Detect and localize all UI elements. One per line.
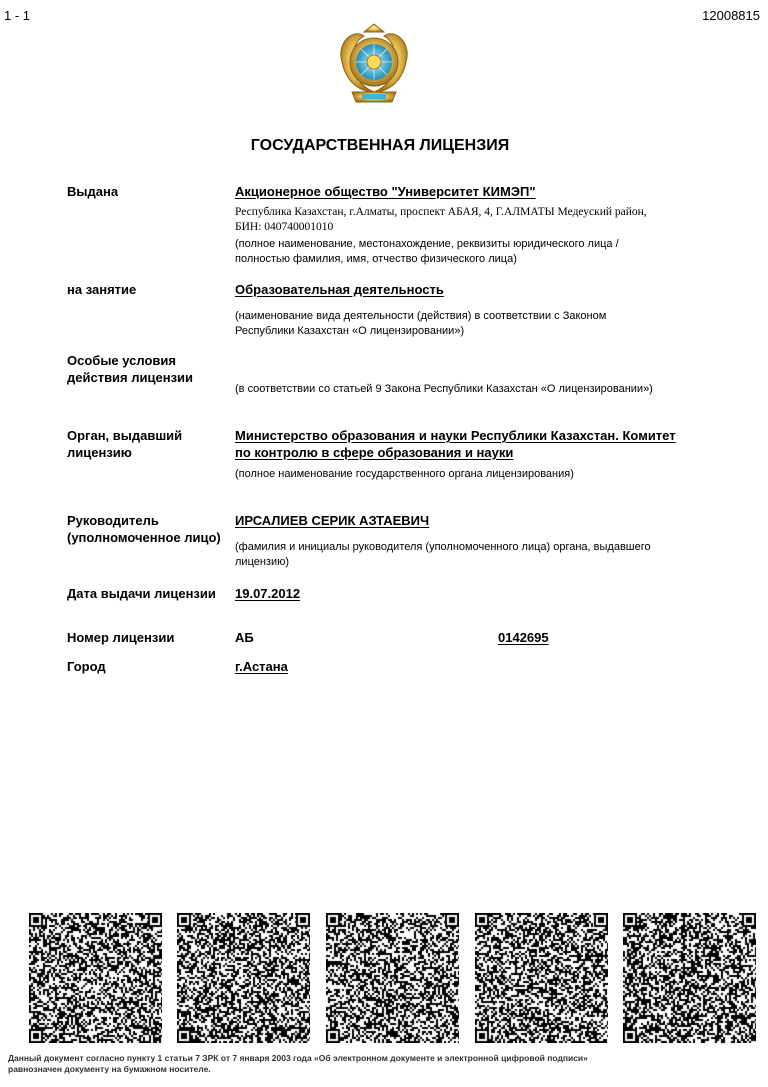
issue-date-value: 19.07.2012 (235, 586, 301, 601)
license-series: АБ (235, 630, 254, 645)
issuer-label: Орган, выдавший лицензию (67, 428, 183, 460)
page-indicator: 1 - 1 (4, 8, 31, 23)
head-label: Руководитель (уполномоченное лицо) (67, 513, 221, 545)
legal-footer: Данный документ согласно пункту 1 статьи 7 ЗРК от 7 января 2003 года «Об электронном документе и электронной цифровой подписи» равнозначен документу на бумажном носителе. (8, 1053, 588, 1074)
city-label: Город (67, 659, 106, 674)
document-title: ГОСУДАРСТВЕННАЯ ЛИЦЕНЗИЯ (250, 137, 510, 154)
activity-note: (наименование вида деятельности (действия) в соответствии с Законом Республики Казахстан «О лицензировании») (235, 310, 607, 337)
issue-date-label: Дата выдачи лицензии (67, 586, 216, 601)
issued-to-note: (полное наименование, местонахождение, реквизиты юридического лица / полностью фамилия, имя, отчество физического лица) (235, 238, 619, 265)
head-note: (фамилия и инициалы руководителя (уполномоченного лица) органа, выдавшего лицензию) (235, 541, 651, 568)
activity-value: Образовательная деятельность (235, 282, 444, 297)
license-number-label: Номер лицензии (67, 630, 175, 645)
city-value: г.Астана (235, 659, 288, 674)
qr-code (29, 913, 162, 1043)
special-conditions-label: Особые условия действия лицензии (67, 353, 194, 385)
issued-to-value: Акционерное общество "Университет КИМЭП" (235, 184, 536, 199)
license-number-value: 0142695 (498, 630, 549, 645)
state-emblem-icon (334, 22, 414, 108)
issued-to-address: Республика Казахстан, г.Алматы, проспект АБАЯ, 4, Г.АЛМАТЫ Медеуский район, БИН: 040740001010 (235, 206, 647, 233)
issuer-note: (полное наименование государственного органа лицензирования) (235, 468, 574, 480)
special-conditions-note: (в соответствии со статьей 9 Закона Республики Казахстан «О лицензировании») (235, 383, 653, 395)
activity-label: на занятие (67, 282, 137, 297)
qr-code (326, 913, 459, 1043)
qr-code (623, 913, 756, 1043)
qr-code (177, 913, 310, 1043)
qr-code (475, 913, 608, 1043)
qr-code-strip (29, 913, 759, 1043)
document-number: 12008815 (702, 8, 760, 23)
head-value: ИРСАЛИЕВ СЕРИК АЗТАЕВИЧ (235, 513, 430, 528)
issuer-value: Министерство образования и науки Республики Казахстан. Комитет по контролю в сфере образования и науки (235, 428, 676, 460)
issued-to-label: Выдана (67, 184, 119, 199)
